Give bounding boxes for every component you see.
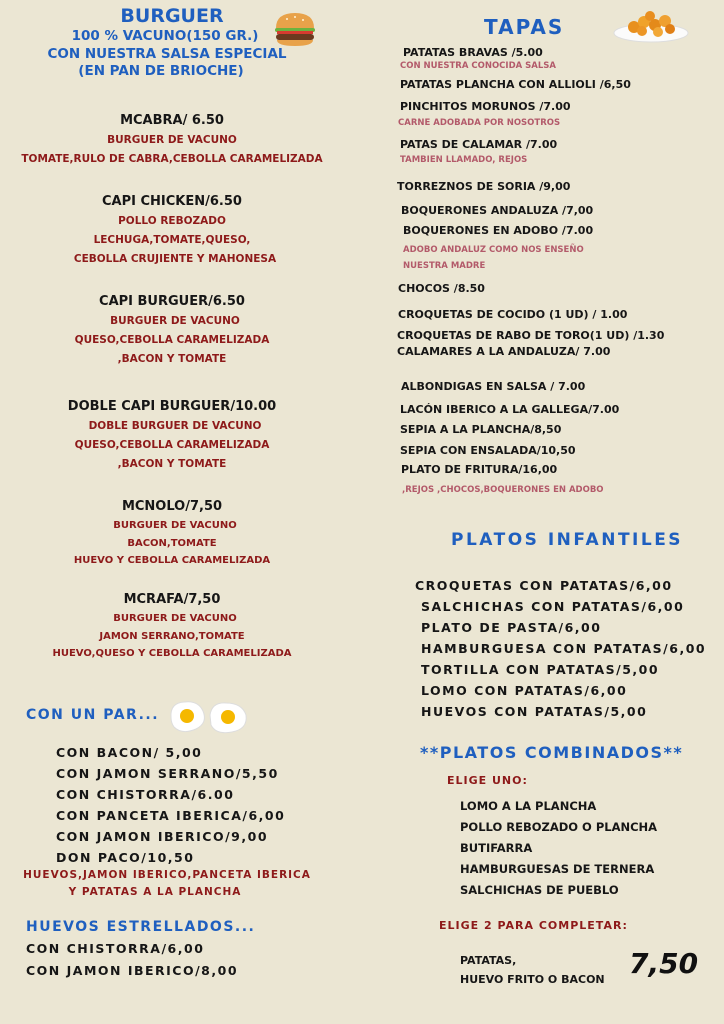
huevos-item: CON JAMON IBERICO/8,00	[26, 963, 239, 978]
combinado-option: HAMBURGUESAS DE TERNERA	[460, 862, 655, 876]
burger-item-name: DOBLE CAPI BURGUER/10.00	[67, 399, 277, 414]
infantil-item: HUEVOS CON PATATAS/5,00	[421, 704, 648, 719]
elige-uno-label: ELIGE UNO:	[447, 774, 528, 787]
burger-item-desc: HUEVO,QUESO Y CEBOLLA CARAMELIZADA	[52, 648, 292, 659]
combinado-option: LOMO A LA PLANCHA	[460, 799, 597, 813]
burger-item-name: MCNOLO/7,50	[121, 499, 223, 514]
burger-item-name: MCABRA/ 6.50	[120, 113, 224, 128]
infantil-item: LOMO CON PATATAS/6,00	[421, 683, 628, 698]
burger-item-name: CAPI BURGUER/6.50	[99, 294, 245, 309]
burger-item-desc: ,BACON Y TOMATE	[117, 458, 227, 470]
tapas-item: BOQUERONES ANDALUZA /7,00	[401, 204, 594, 217]
con-un-par-item: CON CHISTORRA/6.00	[56, 787, 235, 802]
burger-item-desc: ,BACON Y TOMATE	[117, 353, 227, 365]
tapas-note: NUESTRA MADRE	[403, 261, 486, 271]
platos-infantiles-title: PLATOS INFANTILES	[451, 530, 684, 550]
tapas-note: ,REJOS ,CHOCOS,BOQUERONES EN ADOBO	[402, 485, 604, 495]
burger-item-desc: QUESO,CEBOLLA CARAMELIZADA	[74, 334, 270, 346]
burger-subtitle: 100 % VACUNO(150 GR.)	[71, 28, 259, 44]
huevos-item: CON CHISTORRA/6,00	[26, 941, 205, 956]
tapas-item: SEPIA CON ENSALADA/10,50	[400, 444, 576, 457]
don-paco-note: HUEVOS,JAMON IBERICO,PANCETA IBERICA	[23, 869, 311, 881]
infantil-item: HAMBURGUESA CON PATATAS/6,00	[421, 641, 707, 656]
burger-item-desc: DOBLE BURGUER DE VACUNO	[88, 420, 262, 432]
burger-item-name: CAPI CHICKEN/6.50	[102, 194, 242, 209]
don-paco-note: Y PATATAS A LA PLANCHA	[68, 886, 242, 898]
fried-eggs-icon	[168, 697, 250, 737]
tapas-item: CROQUETAS DE RABO DE TORO(1 UD) /1.30	[397, 329, 665, 342]
tapas-item: SEPIA A LA PLANCHA/8,50	[400, 423, 562, 436]
platos-combinados-title: **PLATOS COMBINADOS**	[420, 743, 684, 762]
huevos-estrellados-title: HUEVOS ESTRELLADOS...	[26, 919, 256, 935]
infantil-item: PLATO DE PASTA/6,00	[421, 620, 602, 635]
con-un-par-item: CON BACON/ 5,00	[56, 745, 203, 760]
combinado-side: PATATAS,	[460, 954, 517, 967]
combinado-option: BUTIFARRA	[460, 841, 533, 855]
tapas-note: CARNE ADOBADA POR NOSOTROS	[398, 118, 561, 128]
con-un-par-title: CON UN PAR...	[26, 707, 160, 723]
tapas-note: ADOBO ANDALUZ COMO NOS ENSEÑO	[403, 245, 584, 255]
burger-title: BURGUER	[120, 5, 224, 27]
burger-item-desc: BACON,TOMATE	[127, 538, 217, 549]
tapas-item: BOQUERONES EN ADOBO /7.00	[403, 224, 594, 237]
tapas-item: ALBONDIGAS EN SALSA / 7.00	[401, 380, 586, 393]
burger-item-desc: POLLO REBOZADO	[118, 215, 226, 227]
combinado-price: 7,50	[629, 947, 699, 980]
tapas-item: PATAS DE CALAMAR /7.00	[400, 138, 558, 151]
tapas-item: PATATAS BRAVAS /5.00	[403, 46, 543, 59]
tapas-item: PLATO DE FRITURA/16,00	[401, 463, 558, 476]
tapas-item: TORREZNOS DE SORIA /9,00	[397, 180, 571, 193]
con-un-par-item: DON PACO/10,50	[56, 850, 195, 865]
infantil-item: SALCHICHAS CON PATATAS/6,00	[421, 599, 685, 614]
tapas-item: CHOCOS /8.50	[398, 282, 485, 295]
burger-item-desc: BURGUER DE VACUNO	[113, 613, 237, 624]
con-un-par-item: CON JAMON IBERICO/9,00	[56, 829, 269, 844]
burger-item-name: MCRAFA/7,50	[123, 592, 221, 607]
tapas-icon	[612, 6, 690, 44]
burger-item-desc: BURGUER DE VACUNO	[113, 520, 237, 531]
tapas-item: PINCHITOS MORUNOS /7.00	[400, 100, 571, 113]
tapas-item: CALAMARES A LA ANDALUZA/ 7.00	[397, 345, 611, 358]
tapas-item: LACÓN IBERICO A LA GALLEGA/7.00	[400, 403, 620, 416]
tapas-note: TAMBIEN LLAMADO, REJOS	[400, 155, 528, 165]
tapas-note: CON NUESTRA CONOCIDA SALSA	[400, 61, 556, 71]
combinado-option: POLLO REBOZADO O PLANCHA	[460, 820, 658, 834]
burger-item-desc: BURGUER DE VACUNO	[107, 134, 237, 146]
infantil-item: TORTILLA CON PATATAS/5,00	[421, 662, 660, 677]
combinado-option: SALCHICHAS DE PUEBLO	[460, 883, 619, 897]
con-un-par-item: CON JAMON SERRANO/5,50	[56, 766, 279, 781]
burger-item-desc: QUESO,CEBOLLA CARAMELIZADA	[74, 439, 270, 451]
combinado-side: HUEVO FRITO O BACON	[460, 973, 605, 986]
burger-item-desc: HUEVO Y CEBOLLA CARAMELIZADA	[73, 555, 271, 566]
burger-item-desc: LECHUGA,TOMATE,QUESO,	[93, 234, 251, 246]
tapas-item: PATATAS PLANCHA CON ALLIOLI /6,50	[400, 78, 631, 91]
tapas-title: TAPAS	[484, 15, 565, 39]
con-un-par-item: CON PANCETA IBERICA/6,00	[56, 808, 286, 823]
burger-bun-line: (EN PAN DE BRIOCHE)	[78, 63, 244, 79]
burger-item-desc: CEBOLLA CRUJIENTE Y MAHONESA	[73, 253, 277, 265]
burger-item-desc: TOMATE,RULO DE CABRA,CEBOLLA CARAMELIZADA	[21, 153, 323, 165]
burger-sauce-line: CON NUESTRA SALSA ESPECIAL	[47, 46, 287, 62]
burger-item-desc: BURGUER DE VACUNO	[110, 315, 240, 327]
elige-dos-label: ELIGE 2 PARA COMPLETAR:	[439, 919, 628, 932]
tapas-item: CROQUETAS DE COCIDO (1 UD) / 1.00	[398, 308, 628, 321]
burger-item-desc: JAMON SERRANO,TOMATE	[99, 631, 245, 642]
infantil-item: CROQUETAS CON PATATAS/6,00	[415, 578, 673, 593]
